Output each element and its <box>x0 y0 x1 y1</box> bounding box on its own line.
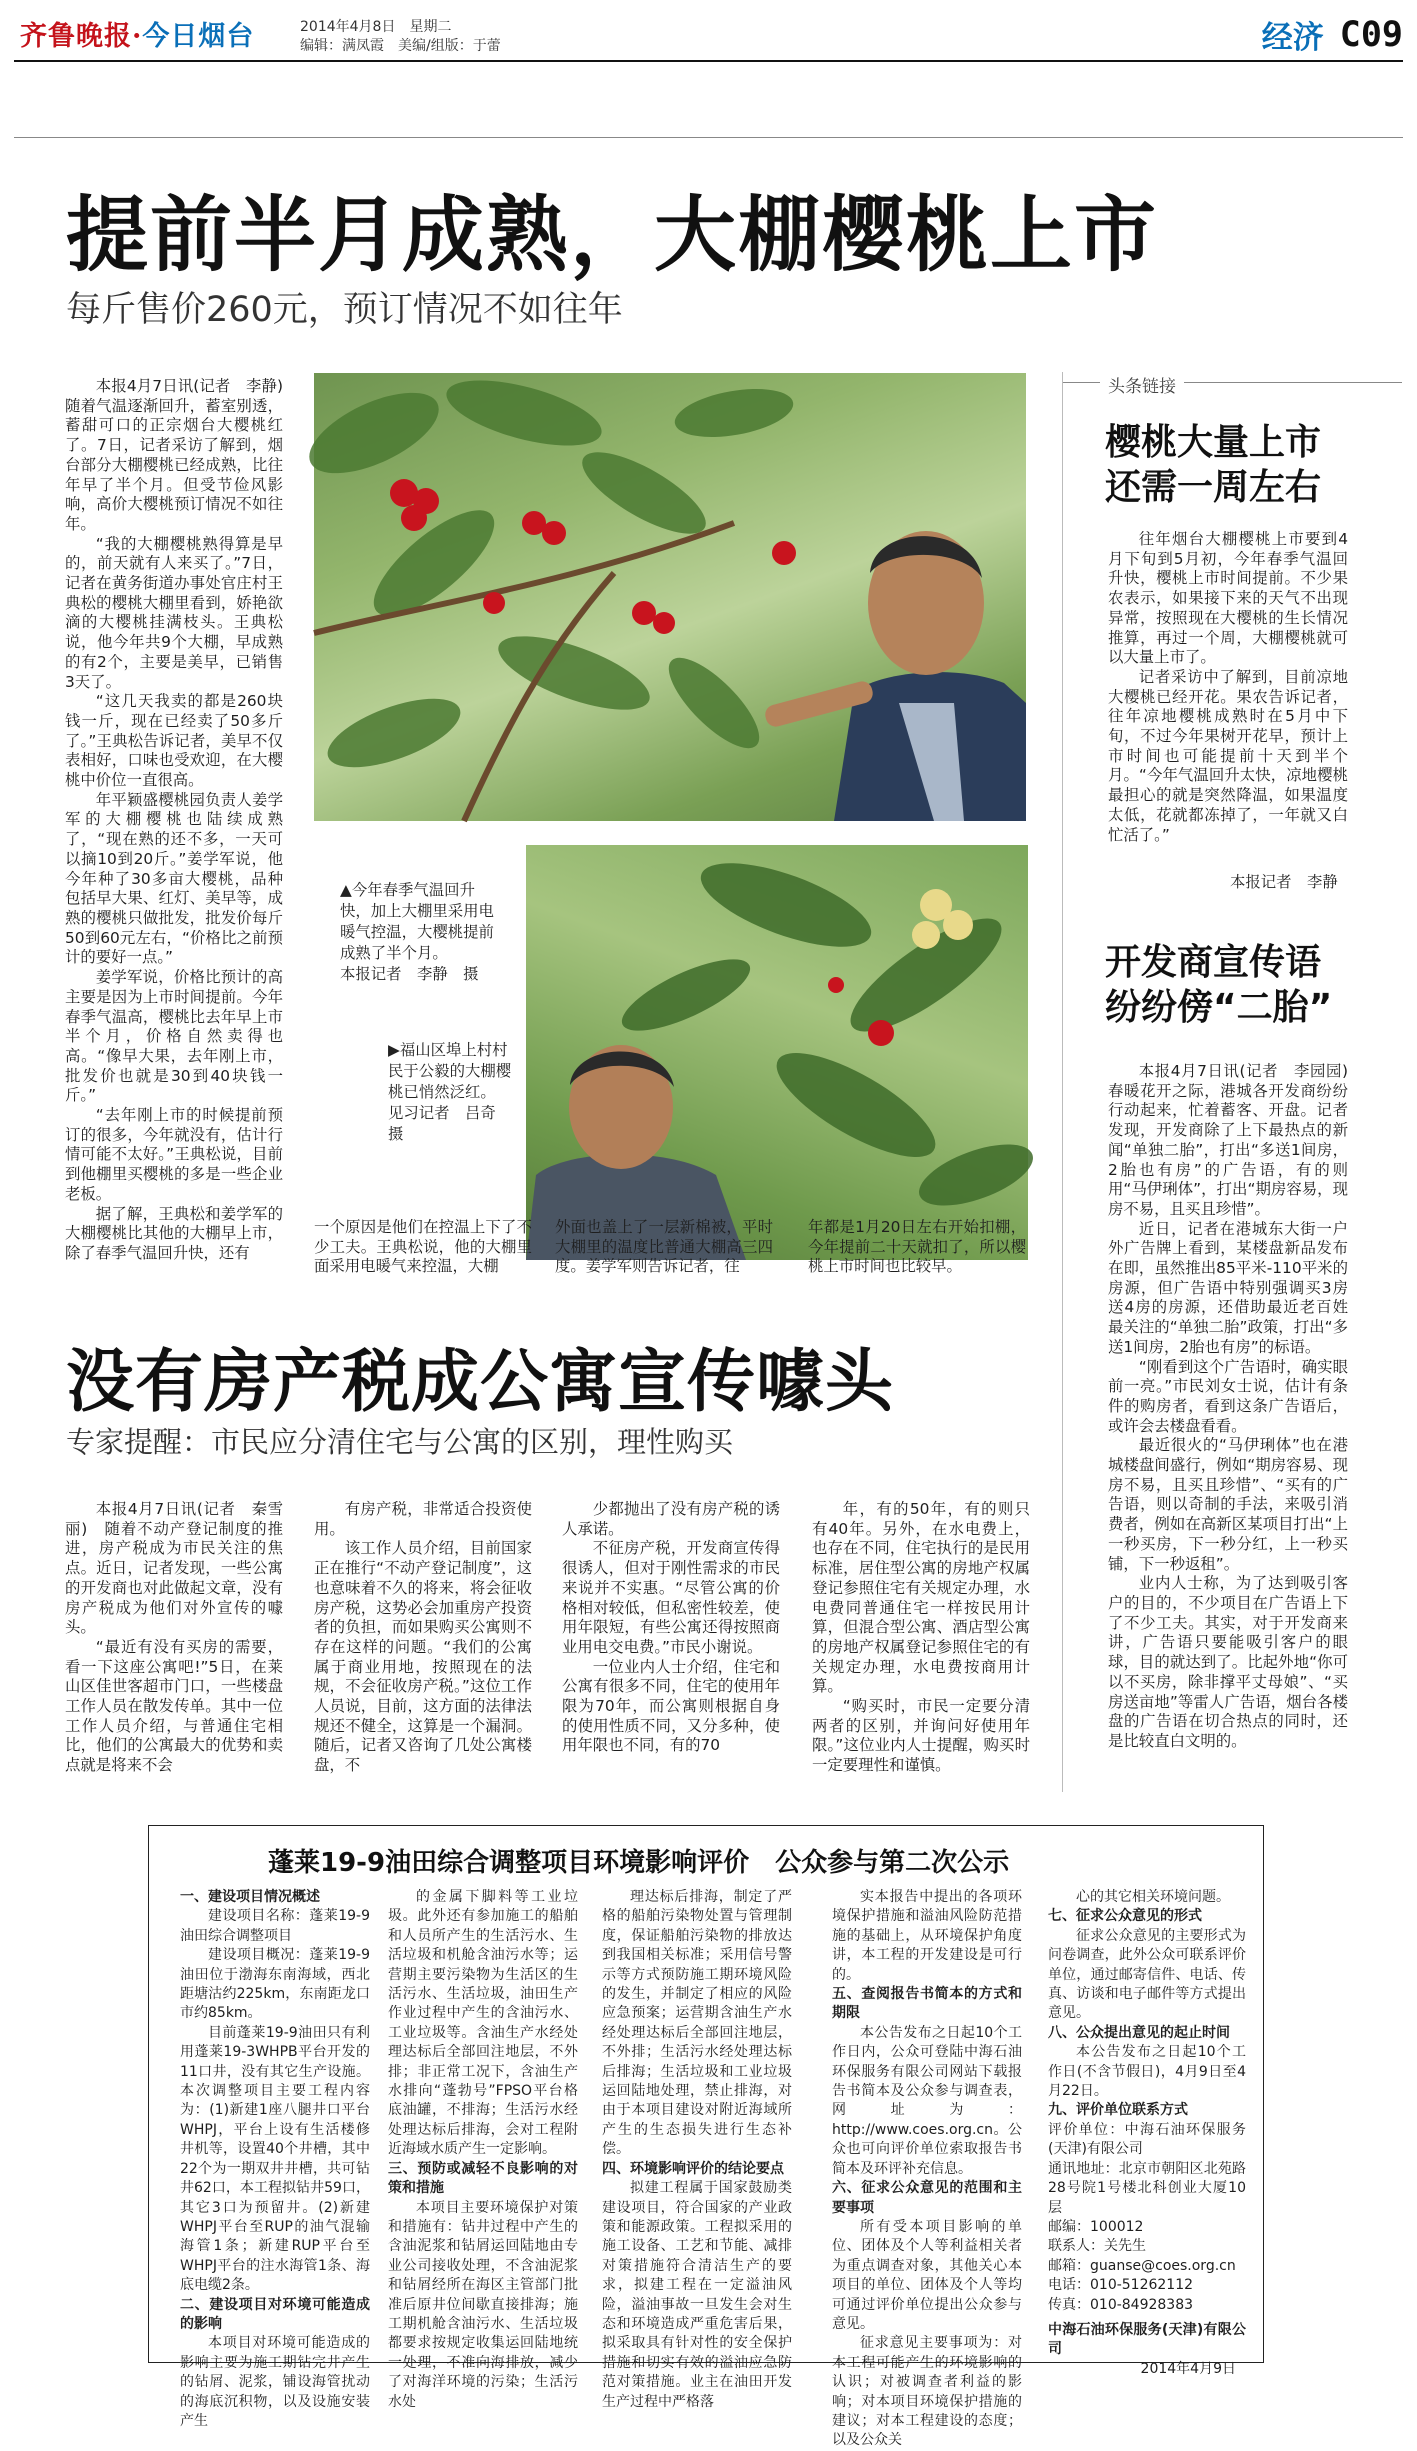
paragraph: 往年烟台大棚樱桃上市要到4月下旬到5月初，今年春季气温回升快，樱桃上市时间提前。不少果农表示，如果接下来的天气不出现异常，按照现在大樱桃的生长情况推算，再过一个周，大棚樱桃就可以大量上市了。 <box>1108 530 1348 667</box>
paragraph: 有房产税，非常适合投资使用。 <box>314 1500 532 1538</box>
notice-heading: 九、评价单位联系方式 <box>1048 2102 1188 2119</box>
notice-paragraph: 所有受本项目影响的单位、团体及个人等利益相关者为重点调查对象，其他关心本项目的单位、团体及个人等均可通过评价单位提出公众参与意见。 <box>832 2218 1022 2332</box>
masthead-right <box>1262 12 1403 57</box>
notice-paragraph: 本公告发布之日起10个工作日内，公众可登陆中海石油环保服务有限公司网站下载报告书简本及公众参与调查表，网址为：http://www.coes.org.cn。公众也可向评价单位索取报告书简本及环评补充信息。 <box>832 2024 1022 2177</box>
notice-heading: 三、预防或减轻不良影响的对策和措施 <box>388 2160 578 2197</box>
notice-paragraph: 心的其它相关环境问题。 <box>1076 1889 1230 1905</box>
paragraph: 少都抛出了没有房产税的诱人承诺。 <box>562 1500 780 1538</box>
notice-contact-line: 评价单位：中海石油环保服务(天津)有限公司 <box>1048 2121 1246 2158</box>
paragraph: “购买时，市民一定要分清两者的区别，并询问好使用年限。”这位业内人士提醒，购买时一定要理性和谨慎。 <box>812 1697 1030 1775</box>
page-number: C09 <box>1339 14 1403 55</box>
story1-deck: 每斤售价260元，预订情况不如往年 <box>66 290 623 330</box>
paragraph: 业内人士称，为了达到吸引客户的目的，不少项目在广告语上下了不少工夫。其实，对于开发商来讲，广告语只要能吸引客户的眼球，目的就达到了。比起外地“你可以不买房，除非撑平丈母娘”、“买房送亩地”等雷人广告语，烟台各楼盘的广告语在切合热点的同时，还是比较直白文明的。 <box>1108 1574 1348 1750</box>
notice-signature: 中海石油环保服务(天津)有限公司 <box>1048 2321 1246 2358</box>
notice-date: 2014年4月9日 <box>1140 2360 1236 2377</box>
headline-line: 开发商宣传语 <box>1105 942 1322 983</box>
notice-paragraph: 本项目对环境可能造成的影响主要为施工期钻完井产生的钻屑、泥浆，铺设海管扰动的海底沉积物，以及设施安装产生 <box>180 2335 370 2429</box>
notice-paragraph: 建设项目概况：蓬莱19-9油田位于渤海东南海域，西北距塘沽约225km，东南距龙口市约85km。 <box>180 1947 370 2022</box>
notice-heading: 八、公众提出意见的起止时间 <box>1048 2024 1230 2041</box>
notice-paragraph: 征求公众意见的主要形式为问卷调查，此外公众可联系评价单位，通过邮寄信件、电话、传真、访谈和电子邮件等方式提出意见。 <box>1048 1927 1246 2022</box>
notice-contact-line: 通讯地址：北京市朝阳区北苑路28号院1号楼北科创业大厦10层 <box>1048 2160 1246 2216</box>
notice-paragraph: 本项目主要环境保护对策和措施有：钻井过程中产生的含油泥浆和钻屑运回陆地由专业公司接收处理，不含油泥浆和钻屑经所在海区主管部门批准后原井位间歇直接排海；施工期机舱含油污水、生活垃圾都要求按规定收集运回陆地统一处理，不准向海排放，减少了对海洋环境的污染；生活污水处 <box>388 2199 578 2410</box>
photo1-caption <box>340 880 500 985</box>
paragraph: “最近有没有买房的需要，看一下这座公寓吧!”5日，在莱山区佳世客超市门口，一些楼盘工作人员在散发传单。其中一位工作人员介绍，与普通住宅相比，他们的公寓最大的优势和卖点就是将来不会 <box>65 1637 283 1775</box>
story2-headline: 没有房产税成公寓宣传噱头 <box>66 1342 895 1422</box>
paragraph: 该工作人员介绍，目前国家正在推行“不动产登记制度”，这也意味着不久的将来，将会征收房产税，这势必会加重房产投资者的负担，而如果购买公寓则不存在这样的问题。“我们的公寓属于商业用地，按照现在的法规，不会征收房产税。”这位工作人员说，目前，这方面的法律法规还不健全，这算是一个漏洞。随后，记者又咨询了几处公寓楼盘，不 <box>314 1539 532 1775</box>
story2-deck: 专家提醒：市民应分清住宅与公寓的区别，理性购买 <box>66 1425 734 1459</box>
sidebar1-body <box>1108 530 1348 860</box>
story2-col4 <box>812 1500 1030 1800</box>
notice-paragraph: 本公告发布之日起10个工作日(不含节假日)，4月9日至4月22日。 <box>1048 2044 1246 2100</box>
paragraph: 本报4月7日讯(记者 李园园) 春暖花开之际，港城各开发商纷纷行动起来，忙着蓄客、开盘。记者发现，开发商除了上下最热点的新闻“单独二胎”，打出“多送1间房，2胎也有房”的广告语，有的则用“马伊琍体”，打出“期房容易，现房不易，且买且珍惜”。 <box>1108 1062 1364 1218</box>
cherry-farmer-photo <box>314 373 1026 821</box>
notice-heading: 二、建设项目对环境可能造成的影响 <box>180 2296 370 2332</box>
notice-paragraph: 实本报告中提出的各项环境保护措施和溢油风险防范措施的基础上，从环境保护角度讲，本工程的开发建设是可行的。 <box>832 1889 1022 1983</box>
cherry-village-photo <box>526 845 1028 1260</box>
sidebar-kicker: 头条链接 <box>1100 372 1184 397</box>
section-label: 经济 <box>1261 20 1324 56</box>
notice-col2 <box>388 1888 578 2410</box>
notice-contact-line: 邮编：100012 <box>1048 2218 1144 2235</box>
sidebar2-body <box>1108 1062 1364 1792</box>
notice-heading: 四、环境影响评价的结论要点 <box>602 2160 784 2177</box>
paragraph: 一位业内人士介绍，住宅和公寓有很多不同，住宅的使用年限为70年，而公寓则根据自身的使用性质不同，又分多种，使用年限也不同，有的70 <box>562 1657 780 1755</box>
paragraph: 姜学军说，价格比预计的高主要是因为上市时间提前。今年春季气温高，樱桃比去年早上市半个月，价格自然卖得也高。“像早大果，去年刚上市，批发价也就是30到40块钱一斤。” <box>65 968 283 1105</box>
story2-col3 <box>562 1500 780 1800</box>
brand-dot: · <box>132 21 143 52</box>
top-thin-rule <box>14 137 1403 138</box>
paragraph: 最近很火的“马伊琍体”也在港城楼盘间盛行，例如“期房容易、现房不易，且买且珍惜”、“买有的广告语，则以奇制的手法，来吸引消费者，例如在高新区某项目打出“上一秒买房，下一秒分红，上一秒买铺，下一秒返租”。 <box>1108 1436 1348 1573</box>
sidebar2-headline <box>1105 940 1332 1030</box>
story2-col2 <box>314 1500 532 1800</box>
notice-heading: 七、征求公众意见的形式 <box>1048 1908 1202 1925</box>
notice-paragraph: 的金属下脚料等工业垃圾。此外还有参加施工的船舶和人员所产生的生活污水、生活垃圾和机舱含油污水等；运营期主要污染物为生活区的生活污水、生活垃圾，油田生产作业过程中产生的含油污水、工业垃圾等。含油生产水经处理达标后全部回注地层，不外排；非正常工况下，含油生产水排向“蓬勃号”FPSO平台格底油罐，不排海；生活污水经处理达标后排海，会对工程附近海域水质产生一定影响。 <box>388 1889 578 2158</box>
story1-col2: 一个原因是他们在控温上下了不少工夫。王典松说，他的大棚里面采用电暖气来控温，大棚 <box>314 1218 532 1276</box>
sidebar-divider <box>1062 372 1063 1792</box>
photo2-illustration <box>526 845 1028 1260</box>
paragraph: 本报4月7日讯(记者 秦雪丽) 随着不动产登记制度的推进，房产税成为市民关注的焦点。近日，记者发现，一些公寓的开发商也对此做起文章，没有房产税成为他们对外宣传的噱头。 <box>65 1500 283 1637</box>
section-name: 今日烟台 <box>142 21 255 52</box>
notice-col1 <box>180 1888 370 2429</box>
notice-paragraph: 理达标后排海，制定了严格的船舶污染物处置与管理制度，保证船舶污染物的排放达到我国相关标准；采用信号警示等方式预防施工期环境风险的发生，并制定了相应的风险应急预案；运营期含油生产水经处理达标后全部回注地层，不外排；生活污水经处理达标后排海；生活垃圾和工业垃圾运回陆地处理，禁止排海，对由于本项目建设对附近海域所产生的生态损失进行生态补偿。 <box>602 1889 792 2158</box>
story2-col1 <box>65 1500 283 1800</box>
brand-name: 齐鲁晚报 <box>20 21 132 52</box>
story1-col4: 年都是1月20日左右开始扣棚，今年提前二十天就扣了，所以樱桃上市时间也比较早。 <box>808 1218 1026 1276</box>
date-line: 2014年4月8日 星期二 <box>300 19 452 35</box>
notice-contact-line: 邮箱：guanse@coes.org.cn <box>1048 2257 1236 2274</box>
paragraph: 据了解，王典松和姜学军的大棚樱桃比其他的大棚早上市，除了春季气温回升快，还有 <box>65 1204 283 1262</box>
notice-heading: 五、查阅报告书简本的方式和期限 <box>832 1986 1022 2022</box>
paragraph: “这几天我卖的都是260块钱一斤，现在已经卖了50多斤了。”王典松告诉记者，美早不仅表相好，口味也受欢迎，在大樱桃中价位一直很高。 <box>65 692 283 790</box>
paragraph: 年，有的50年，有的则只有40年。另外，在水电费上，也存在不同，住宅执行的是民用标准，居住型公寓的房地产权属登记参照住宅有关规定办理，水电费同普通住宅一样按民用计算，但混合型公寓、酒店型公寓的房地产权属登记参照住宅的有关规定办理，水电费按商用计算。 <box>812 1500 1030 1696</box>
photo1-illustration <box>314 373 1026 821</box>
notice-contact-line: 电话：010-51262112 <box>1048 2277 1194 2294</box>
story1-headline: 提前半月成熟，大棚樱桃上市 <box>66 187 1159 283</box>
paragraph: 记者采访中了解到，目前凉地大樱桃已经开花。果农告诉记者，往年凉地樱桃成熟时在5月中下旬，不过今年果树开花早，预计上市时间也可能提前十天到半个月。“今年气温回升太快，凉地樱桃最担心的就是突然降温，如果温度太低，花就都冻掉了，一年就又白忙活了。” <box>1108 667 1348 844</box>
notice-col3 <box>602 1888 792 2410</box>
notice-col4 <box>832 1888 1022 2449</box>
headline-line: 纷纷傍“二胎” <box>1105 987 1333 1028</box>
notice-title: 蓬莱19-9油田综合调整项目环境影响评价 公众参与第二次公示 <box>268 1848 1010 1878</box>
paragraph: “我的大棚樱桃熟得算是早的，前天就有人来买了。”7日，记者在黄务街道办事处官庄村王典松的樱桃大棚里看到，娇艳欲滴的大樱桃挂满枝头。王典松说，他今年共9个大棚，早成熟的有2个，主要是美早，已销售3天了。 <box>65 534 283 691</box>
caption-text: ▶福山区埠上村村民于公毅的大棚樱桃已悄然泛红。 见习记者 吕奇 摄 <box>388 1041 512 1143</box>
notice-contact-line: 联系人：关先生 <box>1048 2238 1146 2255</box>
photo2-caption <box>388 1040 513 1145</box>
notice-contact-line: 传真：010-84928383 <box>1048 2296 1194 2313</box>
notice-paragraph: 拟建工程属于国家鼓励类建设项目，符合国家的产业政策和能源政策。工程拟采用的施工设备、工艺和节能、减排对策措施符合清洁生产的要求，拟建工程在一定溢油风险，溢油事故一旦发生会对生态和环境造成严重危害后果，拟采取具有针对性的安全保护措施和切实有效的溢油应急防范对策措施。业主在油田开发生产过程中严格落 <box>602 2180 792 2410</box>
paragraph: “刚看到这个广告语时，确实眼前一亮。”市民刘女士说，估计有条件的购房者，看到这条广告语后，或许会去楼盘看看。 <box>1108 1357 1348 1435</box>
paragraph: 年平颖盛樱桃园负责人姜学军的大棚樱桃也陆续成熟了，“现在熟的还不多，一天可以摘10到20斤。”姜学军说，他今年种了30多亩大樱桃，品种包括早大果、红灯、美早等，成熟的樱桃只做批发，批发价每斤50到60元左右，“价格比之前预计的要好一点。” <box>65 790 283 967</box>
paragraph: “去年刚上市的时候提前预订的很多，今年就没有，估计行情可能不太好。”王典松说，目前到他棚里买樱桃的多是一些企业老板。 <box>65 1106 283 1203</box>
paragraph: 不征房产税，开发商宣传得很诱人，但对于刚性需求的市民来说并不实惠。“尽管公寓的价格相对较低，但私密性较差，使用年限短，有些公寓还得按照商业用电交电费。”市民小谢说。 <box>562 1539 780 1656</box>
headline-line: 还需一周左右 <box>1105 467 1322 508</box>
paragraph: 本报4月7日讯(记者 李静) 随着气温逐渐回升，蓄室别透，蓄甜可口的正宗烟台大樱桃红了。7日，记者采访了解到，烟台部分大棚樱桃已经成熟，比往年早了半个月。但受节俭风影响，高价大樱桃预订情况不如往年。 <box>65 377 299 533</box>
caption-text: ▲今年春季气温回升快，加上大棚里采用电暖气控温，大樱桃提前成熟了半个月。 <box>340 881 494 962</box>
sidebar1-headline <box>1105 420 1321 510</box>
notice-heading: 六、征求公众意见的范围和主要事项 <box>832 2180 1022 2216</box>
masthead-brand <box>20 14 254 53</box>
story1-col3: 外面也盖上了一层新棉被，平时大棚里的温度比普通大棚高三四度。姜学军则告诉记者，往 <box>555 1218 773 1276</box>
masthead-rule <box>14 60 1403 62</box>
notice-paragraph: 征求意见主要事项为：对本工程可能产生的环境影响的认识；对被调查者利益的影响；对本项目环境保护措施的建议；对本工程建设的态度；以及公众关 <box>832 2335 1022 2449</box>
headline-line: 樱桃大量上市 <box>1105 422 1322 463</box>
editors-line: 编辑：满凤霞 美编/组版：于蕾 <box>300 38 501 54</box>
notice-col5 <box>1048 1888 1246 2377</box>
notice-heading: 一、建设项目情况概述 <box>180 1889 320 1905</box>
sidebar1-byline: 本报记者 李静 <box>1230 873 1338 891</box>
paragraph: 近日，记者在港城东大街一户外广告牌上看到，某楼盘新品发布在即，虽然推出85平米-110平米的房源，但广告语中特别强调买3房送4房的房源，还借助最近老百姓最关注的“单独二胎”政策，打出“多送1间房，2胎也有房”的标语。 <box>1108 1219 1348 1356</box>
masthead-meta <box>300 18 501 56</box>
caption-credit: 本报记者 李静 摄 <box>340 965 479 983</box>
notice-paragraph: 目前蓬莱19-9油田只有利用蓬莱19-3WHPB平台开发的11口井，没有其它生产设施。本次调整项目主要工程内容为：(1)新建1座八腿井口平台WHPJ，平台上设有生活楼修井机等，设置40个井槽，其中22个为一期双井井槽，共可钻井62口，本工程拟钻井59口，其它3口为预留井。(2)新建WHPJ平台至RUP的油气混输海管1条；新建RUP平台至WHPJ平台的注水海管1条、海底电缆2条。 <box>180 2024 370 2294</box>
notice-paragraph: 建设项目名称：蓬莱19-9油田综合调整项目 <box>180 1908 370 1944</box>
story1-col1 <box>65 377 299 1317</box>
